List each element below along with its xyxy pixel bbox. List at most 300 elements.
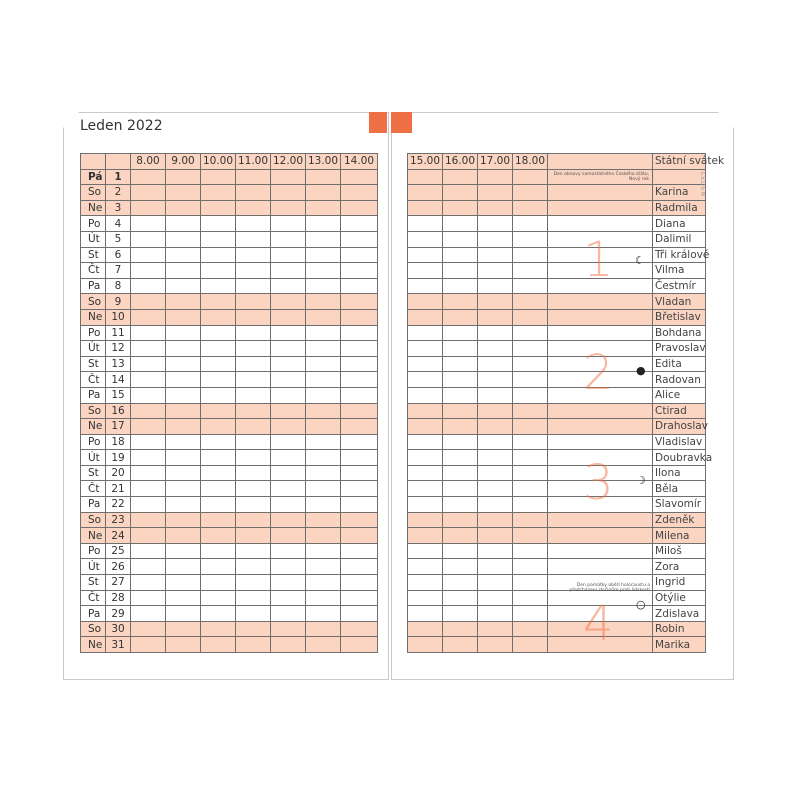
time-slot[interactable] bbox=[236, 497, 271, 513]
time-slot[interactable] bbox=[236, 263, 271, 279]
time-slot[interactable] bbox=[236, 185, 271, 201]
time-slot[interactable] bbox=[131, 216, 166, 232]
time-slot[interactable] bbox=[478, 200, 513, 216]
time-slot[interactable] bbox=[478, 216, 513, 232]
time-slot[interactable] bbox=[478, 231, 513, 247]
time-slot[interactable] bbox=[443, 419, 478, 435]
time-slot[interactable] bbox=[341, 450, 378, 466]
notes-slot[interactable] bbox=[548, 559, 653, 575]
time-slot[interactable] bbox=[478, 590, 513, 606]
time-slot[interactable] bbox=[306, 637, 341, 653]
time-slot[interactable] bbox=[306, 356, 341, 372]
time-slot[interactable] bbox=[271, 512, 306, 528]
time-slot[interactable] bbox=[513, 497, 548, 513]
time-slot[interactable] bbox=[443, 325, 478, 341]
time-slot[interactable] bbox=[131, 294, 166, 310]
time-slot[interactable] bbox=[443, 512, 478, 528]
time-slot[interactable] bbox=[306, 185, 341, 201]
time-slot[interactable] bbox=[513, 575, 548, 591]
time-slot[interactable] bbox=[306, 216, 341, 232]
time-slot[interactable] bbox=[341, 637, 378, 653]
time-slot[interactable] bbox=[306, 341, 341, 357]
time-slot[interactable] bbox=[513, 590, 548, 606]
time-slot[interactable] bbox=[236, 403, 271, 419]
time-slot[interactable] bbox=[513, 559, 548, 575]
notes-slot[interactable] bbox=[548, 403, 653, 419]
time-slot[interactable] bbox=[306, 528, 341, 544]
time-slot[interactable] bbox=[236, 294, 271, 310]
time-slot[interactable] bbox=[513, 247, 548, 263]
time-slot[interactable] bbox=[131, 465, 166, 481]
time-slot[interactable] bbox=[443, 590, 478, 606]
time-slot[interactable] bbox=[306, 419, 341, 435]
time-slot[interactable] bbox=[443, 247, 478, 263]
time-slot[interactable] bbox=[443, 387, 478, 403]
time-slot[interactable] bbox=[201, 356, 236, 372]
time-slot[interactable] bbox=[478, 434, 513, 450]
time-slot[interactable] bbox=[443, 497, 478, 513]
time-slot[interactable] bbox=[408, 294, 443, 310]
time-slot[interactable] bbox=[306, 200, 341, 216]
time-slot[interactable] bbox=[478, 356, 513, 372]
time-slot[interactable] bbox=[236, 637, 271, 653]
time-slot[interactable] bbox=[513, 512, 548, 528]
time-slot[interactable] bbox=[271, 590, 306, 606]
time-slot[interactable] bbox=[236, 575, 271, 591]
time-slot[interactable] bbox=[166, 403, 201, 419]
time-slot[interactable] bbox=[341, 341, 378, 357]
notes-slot[interactable] bbox=[548, 200, 653, 216]
time-slot[interactable] bbox=[408, 263, 443, 279]
time-slot[interactable] bbox=[341, 309, 378, 325]
time-slot[interactable] bbox=[166, 512, 201, 528]
time-slot[interactable] bbox=[478, 419, 513, 435]
time-slot[interactable] bbox=[306, 231, 341, 247]
time-slot[interactable] bbox=[271, 481, 306, 497]
time-slot[interactable] bbox=[408, 372, 443, 388]
time-slot[interactable] bbox=[306, 294, 341, 310]
time-slot[interactable] bbox=[478, 309, 513, 325]
time-slot[interactable] bbox=[478, 528, 513, 544]
time-slot[interactable] bbox=[131, 512, 166, 528]
notes-slot[interactable] bbox=[548, 528, 653, 544]
time-slot[interactable] bbox=[443, 341, 478, 357]
time-slot[interactable] bbox=[236, 512, 271, 528]
time-slot[interactable] bbox=[271, 169, 306, 185]
time-slot[interactable] bbox=[443, 403, 478, 419]
time-slot[interactable] bbox=[341, 590, 378, 606]
time-slot[interactable] bbox=[478, 263, 513, 279]
time-slot[interactable] bbox=[271, 621, 306, 637]
time-slot[interactable] bbox=[131, 403, 166, 419]
time-slot[interactable] bbox=[443, 216, 478, 232]
time-slot[interactable] bbox=[201, 637, 236, 653]
time-slot[interactable] bbox=[236, 543, 271, 559]
time-slot[interactable] bbox=[478, 372, 513, 388]
time-slot[interactable] bbox=[166, 434, 201, 450]
time-slot[interactable] bbox=[341, 356, 378, 372]
time-slot[interactable] bbox=[478, 294, 513, 310]
time-slot[interactable] bbox=[478, 512, 513, 528]
time-slot[interactable] bbox=[271, 528, 306, 544]
time-slot[interactable] bbox=[131, 325, 166, 341]
time-slot[interactable] bbox=[201, 481, 236, 497]
time-slot[interactable] bbox=[166, 559, 201, 575]
time-slot[interactable] bbox=[478, 403, 513, 419]
time-slot[interactable] bbox=[271, 216, 306, 232]
time-slot[interactable] bbox=[201, 325, 236, 341]
time-slot[interactable] bbox=[408, 356, 443, 372]
time-slot[interactable] bbox=[341, 294, 378, 310]
time-slot[interactable] bbox=[443, 450, 478, 466]
time-slot[interactable] bbox=[443, 528, 478, 544]
time-slot[interactable] bbox=[478, 450, 513, 466]
time-slot[interactable] bbox=[236, 247, 271, 263]
time-slot[interactable] bbox=[443, 543, 478, 559]
time-slot[interactable] bbox=[306, 325, 341, 341]
time-slot[interactable] bbox=[513, 543, 548, 559]
time-slot[interactable] bbox=[236, 434, 271, 450]
time-slot[interactable] bbox=[271, 309, 306, 325]
time-slot[interactable] bbox=[236, 372, 271, 388]
time-slot[interactable] bbox=[513, 309, 548, 325]
time-slot[interactable] bbox=[131, 434, 166, 450]
time-slot[interactable] bbox=[408, 341, 443, 357]
time-slot[interactable] bbox=[131, 247, 166, 263]
time-slot[interactable] bbox=[201, 231, 236, 247]
time-slot[interactable] bbox=[201, 621, 236, 637]
time-slot[interactable] bbox=[341, 263, 378, 279]
time-slot[interactable] bbox=[166, 309, 201, 325]
time-slot[interactable] bbox=[236, 169, 271, 185]
time-slot[interactable] bbox=[236, 419, 271, 435]
time-slot[interactable] bbox=[443, 231, 478, 247]
time-slot[interactable] bbox=[306, 497, 341, 513]
time-slot[interactable] bbox=[408, 278, 443, 294]
time-slot[interactable] bbox=[201, 528, 236, 544]
time-slot[interactable] bbox=[236, 216, 271, 232]
time-slot[interactable] bbox=[166, 419, 201, 435]
time-slot[interactable] bbox=[271, 200, 306, 216]
time-slot[interactable] bbox=[131, 590, 166, 606]
time-slot[interactable] bbox=[131, 481, 166, 497]
time-slot[interactable] bbox=[513, 606, 548, 622]
time-slot[interactable] bbox=[478, 559, 513, 575]
time-slot[interactable] bbox=[341, 606, 378, 622]
time-slot[interactable] bbox=[201, 559, 236, 575]
time-slot[interactable] bbox=[341, 185, 378, 201]
time-slot[interactable] bbox=[131, 309, 166, 325]
time-slot[interactable] bbox=[271, 247, 306, 263]
time-slot[interactable] bbox=[131, 621, 166, 637]
time-slot[interactable] bbox=[271, 637, 306, 653]
time-slot[interactable] bbox=[478, 169, 513, 185]
time-slot[interactable] bbox=[408, 590, 443, 606]
time-slot[interactable] bbox=[271, 372, 306, 388]
notes-slot[interactable] bbox=[548, 185, 653, 201]
time-slot[interactable] bbox=[166, 325, 201, 341]
time-slot[interactable] bbox=[131, 528, 166, 544]
time-slot[interactable] bbox=[166, 575, 201, 591]
time-slot[interactable] bbox=[271, 465, 306, 481]
time-slot[interactable] bbox=[341, 559, 378, 575]
time-slot[interactable] bbox=[306, 481, 341, 497]
time-slot[interactable] bbox=[478, 606, 513, 622]
time-slot[interactable] bbox=[408, 200, 443, 216]
time-slot[interactable] bbox=[306, 590, 341, 606]
time-slot[interactable] bbox=[201, 465, 236, 481]
time-slot[interactable] bbox=[201, 263, 236, 279]
time-slot[interactable] bbox=[201, 543, 236, 559]
time-slot[interactable] bbox=[443, 606, 478, 622]
notes-slot[interactable] bbox=[548, 512, 653, 528]
time-slot[interactable] bbox=[408, 185, 443, 201]
time-slot[interactable] bbox=[236, 309, 271, 325]
time-slot[interactable] bbox=[131, 450, 166, 466]
time-slot[interactable] bbox=[513, 231, 548, 247]
time-slot[interactable] bbox=[271, 606, 306, 622]
time-slot[interactable] bbox=[513, 200, 548, 216]
time-slot[interactable] bbox=[513, 294, 548, 310]
time-slot[interactable] bbox=[271, 263, 306, 279]
time-slot[interactable] bbox=[201, 169, 236, 185]
time-slot[interactable] bbox=[443, 263, 478, 279]
time-slot[interactable] bbox=[306, 434, 341, 450]
time-slot[interactable] bbox=[166, 263, 201, 279]
time-slot[interactable] bbox=[271, 403, 306, 419]
time-slot[interactable] bbox=[166, 200, 201, 216]
time-slot[interactable] bbox=[201, 606, 236, 622]
time-slot[interactable] bbox=[166, 481, 201, 497]
time-slot[interactable] bbox=[513, 419, 548, 435]
time-slot[interactable] bbox=[443, 309, 478, 325]
time-slot[interactable] bbox=[513, 278, 548, 294]
time-slot[interactable] bbox=[513, 216, 548, 232]
time-slot[interactable] bbox=[478, 325, 513, 341]
time-slot[interactable] bbox=[131, 419, 166, 435]
time-slot[interactable] bbox=[478, 465, 513, 481]
time-slot[interactable] bbox=[408, 403, 443, 419]
time-slot[interactable] bbox=[201, 512, 236, 528]
time-slot[interactable] bbox=[513, 481, 548, 497]
time-slot[interactable] bbox=[341, 200, 378, 216]
time-slot[interactable] bbox=[201, 185, 236, 201]
time-slot[interactable] bbox=[306, 278, 341, 294]
time-slot[interactable] bbox=[408, 512, 443, 528]
time-slot[interactable] bbox=[131, 543, 166, 559]
time-slot[interactable] bbox=[408, 543, 443, 559]
time-slot[interactable] bbox=[306, 247, 341, 263]
time-slot[interactable] bbox=[131, 278, 166, 294]
time-slot[interactable] bbox=[341, 247, 378, 263]
time-slot[interactable] bbox=[306, 403, 341, 419]
time-slot[interactable] bbox=[166, 356, 201, 372]
time-slot[interactable] bbox=[306, 559, 341, 575]
time-slot[interactable] bbox=[271, 185, 306, 201]
time-slot[interactable] bbox=[408, 231, 443, 247]
notes-slot[interactable] bbox=[548, 216, 653, 232]
notes-slot[interactable] bbox=[548, 294, 653, 310]
time-slot[interactable] bbox=[341, 278, 378, 294]
time-slot[interactable] bbox=[236, 356, 271, 372]
time-slot[interactable] bbox=[236, 606, 271, 622]
time-slot[interactable] bbox=[341, 403, 378, 419]
time-slot[interactable] bbox=[131, 356, 166, 372]
time-slot[interactable] bbox=[443, 294, 478, 310]
time-slot[interactable] bbox=[271, 356, 306, 372]
time-slot[interactable] bbox=[306, 450, 341, 466]
time-slot[interactable] bbox=[131, 372, 166, 388]
time-slot[interactable] bbox=[478, 278, 513, 294]
time-slot[interactable] bbox=[236, 481, 271, 497]
time-slot[interactable] bbox=[306, 621, 341, 637]
time-slot[interactable] bbox=[341, 372, 378, 388]
time-slot[interactable] bbox=[408, 637, 443, 653]
notes-slot[interactable] bbox=[548, 543, 653, 559]
time-slot[interactable] bbox=[131, 263, 166, 279]
time-slot[interactable] bbox=[478, 621, 513, 637]
time-slot[interactable] bbox=[408, 465, 443, 481]
time-slot[interactable] bbox=[513, 263, 548, 279]
time-slot[interactable] bbox=[131, 497, 166, 513]
time-slot[interactable] bbox=[478, 185, 513, 201]
time-slot[interactable] bbox=[236, 528, 271, 544]
time-slot[interactable] bbox=[306, 263, 341, 279]
time-slot[interactable] bbox=[236, 325, 271, 341]
time-slot[interactable] bbox=[443, 372, 478, 388]
time-slot[interactable] bbox=[236, 341, 271, 357]
time-slot[interactable] bbox=[341, 387, 378, 403]
time-slot[interactable] bbox=[131, 637, 166, 653]
time-slot[interactable] bbox=[271, 231, 306, 247]
time-slot[interactable] bbox=[408, 325, 443, 341]
time-slot[interactable] bbox=[201, 200, 236, 216]
time-slot[interactable] bbox=[306, 543, 341, 559]
time-slot[interactable] bbox=[166, 169, 201, 185]
time-slot[interactable] bbox=[271, 387, 306, 403]
time-slot[interactable] bbox=[443, 434, 478, 450]
time-slot[interactable] bbox=[166, 294, 201, 310]
notes-slot[interactable] bbox=[548, 309, 653, 325]
time-slot[interactable] bbox=[201, 216, 236, 232]
time-slot[interactable] bbox=[166, 637, 201, 653]
time-slot[interactable] bbox=[236, 621, 271, 637]
time-slot[interactable] bbox=[408, 621, 443, 637]
time-slot[interactable] bbox=[408, 247, 443, 263]
time-slot[interactable] bbox=[201, 294, 236, 310]
time-slot[interactable] bbox=[236, 559, 271, 575]
time-slot[interactable] bbox=[443, 356, 478, 372]
time-slot[interactable] bbox=[513, 528, 548, 544]
time-slot[interactable] bbox=[201, 434, 236, 450]
time-slot[interactable] bbox=[341, 621, 378, 637]
time-slot[interactable] bbox=[478, 637, 513, 653]
time-slot[interactable] bbox=[341, 497, 378, 513]
time-slot[interactable] bbox=[166, 590, 201, 606]
time-slot[interactable] bbox=[306, 372, 341, 388]
time-slot[interactable] bbox=[201, 341, 236, 357]
time-slot[interactable] bbox=[513, 434, 548, 450]
time-slot[interactable] bbox=[131, 341, 166, 357]
time-slot[interactable] bbox=[166, 450, 201, 466]
time-slot[interactable] bbox=[341, 543, 378, 559]
time-slot[interactable] bbox=[306, 512, 341, 528]
time-slot[interactable] bbox=[166, 621, 201, 637]
time-slot[interactable] bbox=[513, 621, 548, 637]
time-slot[interactable] bbox=[443, 637, 478, 653]
time-slot[interactable] bbox=[443, 621, 478, 637]
time-slot[interactable] bbox=[478, 341, 513, 357]
time-slot[interactable] bbox=[236, 465, 271, 481]
time-slot[interactable] bbox=[513, 185, 548, 201]
time-slot[interactable] bbox=[341, 481, 378, 497]
time-slot[interactable] bbox=[131, 200, 166, 216]
time-slot[interactable] bbox=[306, 309, 341, 325]
time-slot[interactable] bbox=[341, 169, 378, 185]
time-slot[interactable] bbox=[513, 403, 548, 419]
time-slot[interactable] bbox=[166, 185, 201, 201]
time-slot[interactable] bbox=[201, 387, 236, 403]
time-slot[interactable] bbox=[443, 465, 478, 481]
time-slot[interactable] bbox=[201, 403, 236, 419]
time-slot[interactable] bbox=[513, 325, 548, 341]
time-slot[interactable] bbox=[341, 419, 378, 435]
time-slot[interactable] bbox=[408, 419, 443, 435]
time-slot[interactable] bbox=[166, 543, 201, 559]
time-slot[interactable] bbox=[443, 169, 478, 185]
time-slot[interactable] bbox=[513, 387, 548, 403]
time-slot[interactable] bbox=[478, 497, 513, 513]
time-slot[interactable] bbox=[271, 434, 306, 450]
time-slot[interactable] bbox=[341, 216, 378, 232]
time-slot[interactable] bbox=[236, 231, 271, 247]
time-slot[interactable] bbox=[513, 450, 548, 466]
time-slot[interactable] bbox=[513, 372, 548, 388]
time-slot[interactable] bbox=[478, 387, 513, 403]
time-slot[interactable] bbox=[201, 497, 236, 513]
notes-slot[interactable] bbox=[548, 419, 653, 435]
time-slot[interactable] bbox=[236, 450, 271, 466]
time-slot[interactable] bbox=[341, 231, 378, 247]
time-slot[interactable] bbox=[236, 278, 271, 294]
time-slot[interactable] bbox=[201, 372, 236, 388]
time-slot[interactable] bbox=[408, 528, 443, 544]
time-slot[interactable] bbox=[201, 309, 236, 325]
time-slot[interactable] bbox=[443, 575, 478, 591]
time-slot[interactable] bbox=[271, 497, 306, 513]
time-slot[interactable] bbox=[201, 590, 236, 606]
time-slot[interactable] bbox=[131, 575, 166, 591]
time-slot[interactable] bbox=[236, 387, 271, 403]
time-slot[interactable] bbox=[478, 481, 513, 497]
time-slot[interactable] bbox=[131, 559, 166, 575]
time-slot[interactable] bbox=[166, 387, 201, 403]
time-slot[interactable] bbox=[201, 419, 236, 435]
time-slot[interactable] bbox=[131, 231, 166, 247]
time-slot[interactable] bbox=[408, 450, 443, 466]
notes-slot[interactable] bbox=[548, 434, 653, 450]
time-slot[interactable] bbox=[201, 575, 236, 591]
time-slot[interactable] bbox=[341, 465, 378, 481]
time-slot[interactable] bbox=[131, 169, 166, 185]
time-slot[interactable] bbox=[166, 497, 201, 513]
time-slot[interactable] bbox=[271, 575, 306, 591]
time-slot[interactable] bbox=[408, 216, 443, 232]
time-slot[interactable] bbox=[166, 216, 201, 232]
time-slot[interactable] bbox=[306, 606, 341, 622]
time-slot[interactable] bbox=[201, 450, 236, 466]
time-slot[interactable] bbox=[271, 450, 306, 466]
